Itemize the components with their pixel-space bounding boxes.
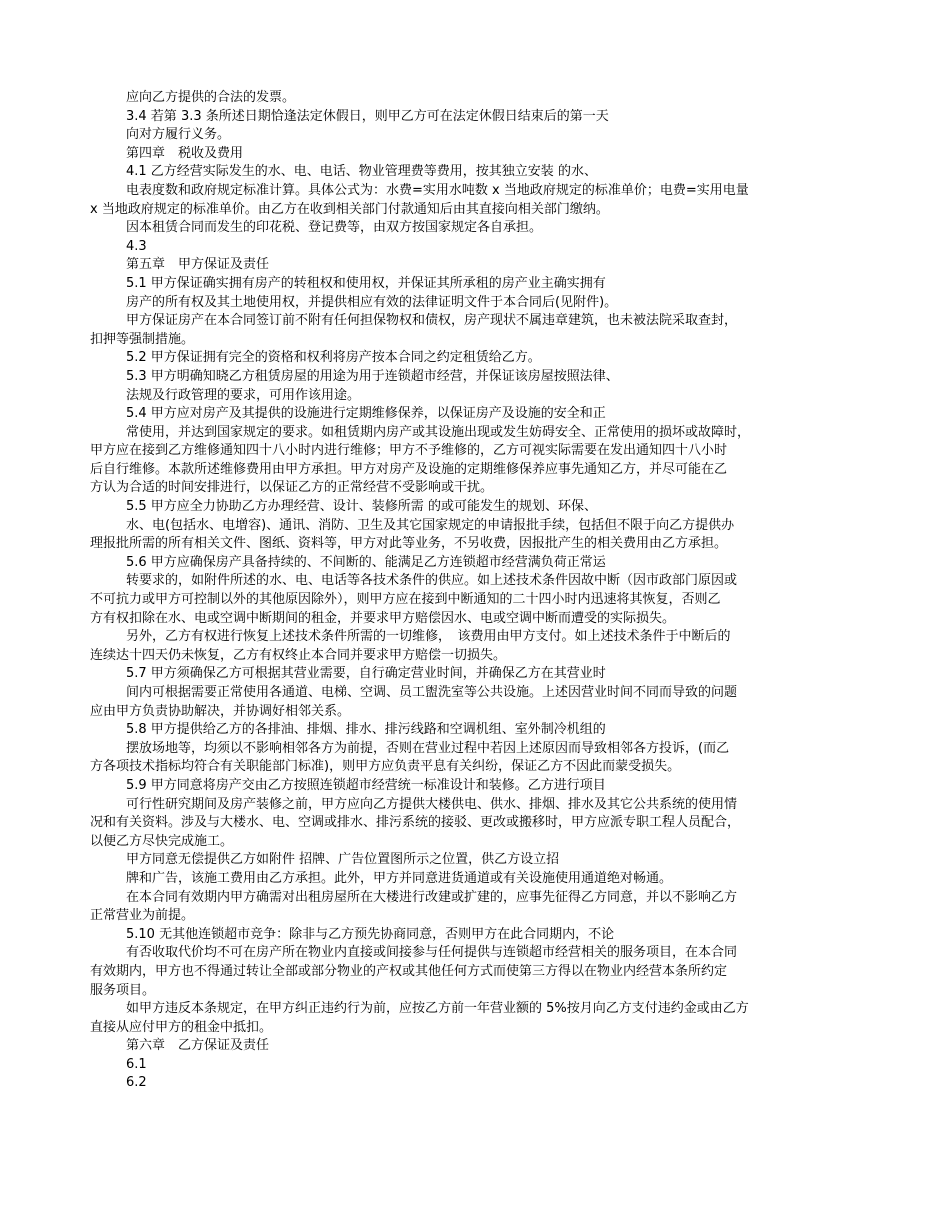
document-line: 第四章 税收及费用 [126,145,244,161]
document-line: 后自行维修。本款所述维修费用由甲方承担。甲方对房产及设施的定期维修保养应事先通知乙方，并尽可能在乙 [90,461,728,477]
document-line: x 当地政府规定的标准单价。由乙方在收到相关部门付款通知后由其直接向相关部门缴纳。 [90,201,609,217]
document-line: 甲方应在接到乙方维修通知四十八小时内进行维修；甲方不予维修的，乙方可视实际需要在发出通知四十八小时 [90,443,728,459]
document-line: 理报批所需的所有相关文件、图纸、资料等，甲方对此等业务，不另收费，因报批产生的相关费用由乙方承担。 [90,536,728,552]
document-line: 5.2 甲方保证拥有完全的资格和权利将房产按本合同之约定租赁给乙方。 [126,350,541,366]
document-line: 5.8 甲方提供给乙方的各排油、排烟、排水、排污线路和空调机组、室外制冷机组的 [126,722,606,738]
document-line: 如甲方违反本条规定，在甲方纠正违约行为前，应按乙方前一年营业额的 5%按月向乙方支付违约金或由乙方 [126,1001,749,1017]
document-line: 方认为合适的时间安排进行，以保证乙方的正常经营不受影响或干扰。 [90,480,494,496]
document-line: 连续达十四天仍未恢复，乙方有权终止本合同并要求甲方赔偿一切损失。 [90,647,507,663]
document-line: 摆放场地等，均须以不影响相邻各方为前提，否则在营业过程中若因上述原因而导致相邻各方投诉，(而乙 [126,740,730,756]
document-line: 方各项技术指标均符合有关职能部门标准)，则甲方应负责平息有关纠纷，保证乙方不因此而蒙受损失。 [90,759,681,775]
document-line: 电表度数和政府规定标准计算。具体公式为：水费=实用水吨数 x 当地政府规定的标准单价；电费=实用电量 [126,182,749,198]
document-body [90,89,860,1093]
document-line: 在本合同有效期内甲方确需对出租房屋所在大楼进行改建或扩建的，应事先征得乙方同意，并以不影响乙方 [126,889,738,905]
document-line: 牌和广告，该施工费用由乙方承担。此外，甲方并同意进货通道或有关设施使用通道绝对畅通。 [126,870,673,886]
document-line: 甲方保证房产在本合同签订前不附有任何担保物权和债权，房产现状不属违章建筑，也未被法院采取查封， [126,313,738,329]
document-line: 正常营业为前提。 [90,908,195,924]
document-line: 转要求的，如附件所述的水、电、电话等各技术条件的供应。如上述技术条件因故中断（因市政部门原因或 [126,573,738,589]
document-line: 甲方同意无偿提供乙方如附件 招牌、广告位置图所示之位置，供乙方设立招 [126,852,560,868]
document-line: 另外，乙方有权进行恢复上述技术条件所需的一切维修， 该费用由甲方支付。如上述技术条件于中断后的 [126,629,731,645]
document-line: 可行性研究期间及房产装修之前，甲方应向乙方提供大楼供电、供水、排烟、排水及其它公共系统的使用情 [126,796,738,812]
document-line: 服务项目。 [90,982,156,998]
document-line: 5.4 甲方应对房产及其提供的设施进行定期维修保养，以保证房产及设施的安全和正 [126,406,606,422]
document-line: 第六章 乙方保证及责任 [126,1038,270,1054]
document-line: 5.6 甲方应确保房产具备持续的、不间断的、能满足乙方连锁超市经营满负荷正常运 [126,554,606,570]
document-line: 水、电(包括水、电增容)、通讯、消防、卫生及其它国家规定的申请报批手续，包括但不限于向乙方提供办 [126,517,735,533]
document-line: 5.1 甲方保证确实拥有房产的转租权和使用权，并保证其所承租的房产业主确实拥有 [126,275,606,291]
document-line: 6.2 [126,1075,147,1091]
document-line: 方有权扣除在水、电或空调中断期间的租金，并要求甲方赔偿因水、电或空调中断而遭受的实际损失。 [90,610,676,626]
document-line: 间内可根据需要正常使用各通道、电梯、空调、员工盥洗室等公共设施。上述因营业时间不同而导致的问题 [126,685,738,700]
document-line: 房产的所有权及其土地使用权，并提供相应有效的法律证明文件于本合同后(见附件)。 [126,294,618,310]
document-line: 应向乙方提供的合法的发票。 [126,90,296,105]
document-line: 直接从应付甲方的租金中抵扣。 [90,1019,273,1035]
document-line: 6.1 [126,1056,147,1072]
document-line: 不可抗力或甲方可控制以外的其他原因除外），则甲方应在接到中断通知的二十四小时内迅速将其恢复，否则乙 [90,592,721,608]
document-line: 因本租赁合同而发生的印花税、登记费等，由双方按国家规定各自承担。 [126,220,543,236]
document-line: 以便乙方尽快完成施工。 [90,833,234,849]
document-line: 有效期内，甲方也不得通过转让全部或部分物业的产权或其他任何方式而使第三方得以在物业内经营本条所约定 [90,963,728,979]
document-line: 常使用，并达到国家规定的要求。如租赁期内房产或其设施出现或发生妨碍安全、正常使用的损坏或故障时， [126,424,751,440]
document-line: 第五章 甲方保证及责任 [126,257,270,273]
document-line: 向对方履行义务。 [126,127,231,143]
document-line: 法规及行政管理的要求，可用作该用途。 [126,387,361,403]
document-line: 5.10 无其他连锁超市竞争：除非与乙方预先协商同意，否则甲方在此合同期内，不论 [126,926,615,942]
document-line: 3.4 若第 3.3 条所述日期恰逢法定休假日，则甲乙方可在法定休假日结束后的第一天 [126,108,609,124]
document-line: 5.5 甲方应全力协助乙方办理经营、设计、装修所需 的或可能发生的规划、环保、 [126,499,597,515]
document-line: 应由甲方负责协助解决，并协调好相邻关系。 [90,703,351,719]
document-line: 4.3 [126,238,147,254]
document-line: 扣押等强制措施。 [90,331,195,347]
document-line: 有否收取代价均不可在房产所在物业内直接或间接参与任何提供与连锁超市经营相关的服务项目，在本合同 [126,945,738,961]
document-line: 况和有关资料。涉及与大楼水、电、空调或排水、排污系统的接驳、更改或搬移时，甲方应派专职工程人员配合， [90,815,741,831]
document-line: 5.9 甲方同意将房产交由乙方按照连锁超市经营统一标准设计和装修。乙方进行项目 [126,777,606,793]
document-line: 5.3 甲方明确知晓乙方租赁房屋的用途为用于连锁超市经营，并保证该房屋按照法律、 [126,368,619,384]
document-line: 5.7 甲方须确保乙方可根据其营业需要，自行确定营业时间，并确保乙方在其营业时 [126,666,606,682]
document-line: 4.1 乙方经营实际发生的水、电、电话、物业管理费等费用，按其独立安装 的水、 [126,164,597,180]
